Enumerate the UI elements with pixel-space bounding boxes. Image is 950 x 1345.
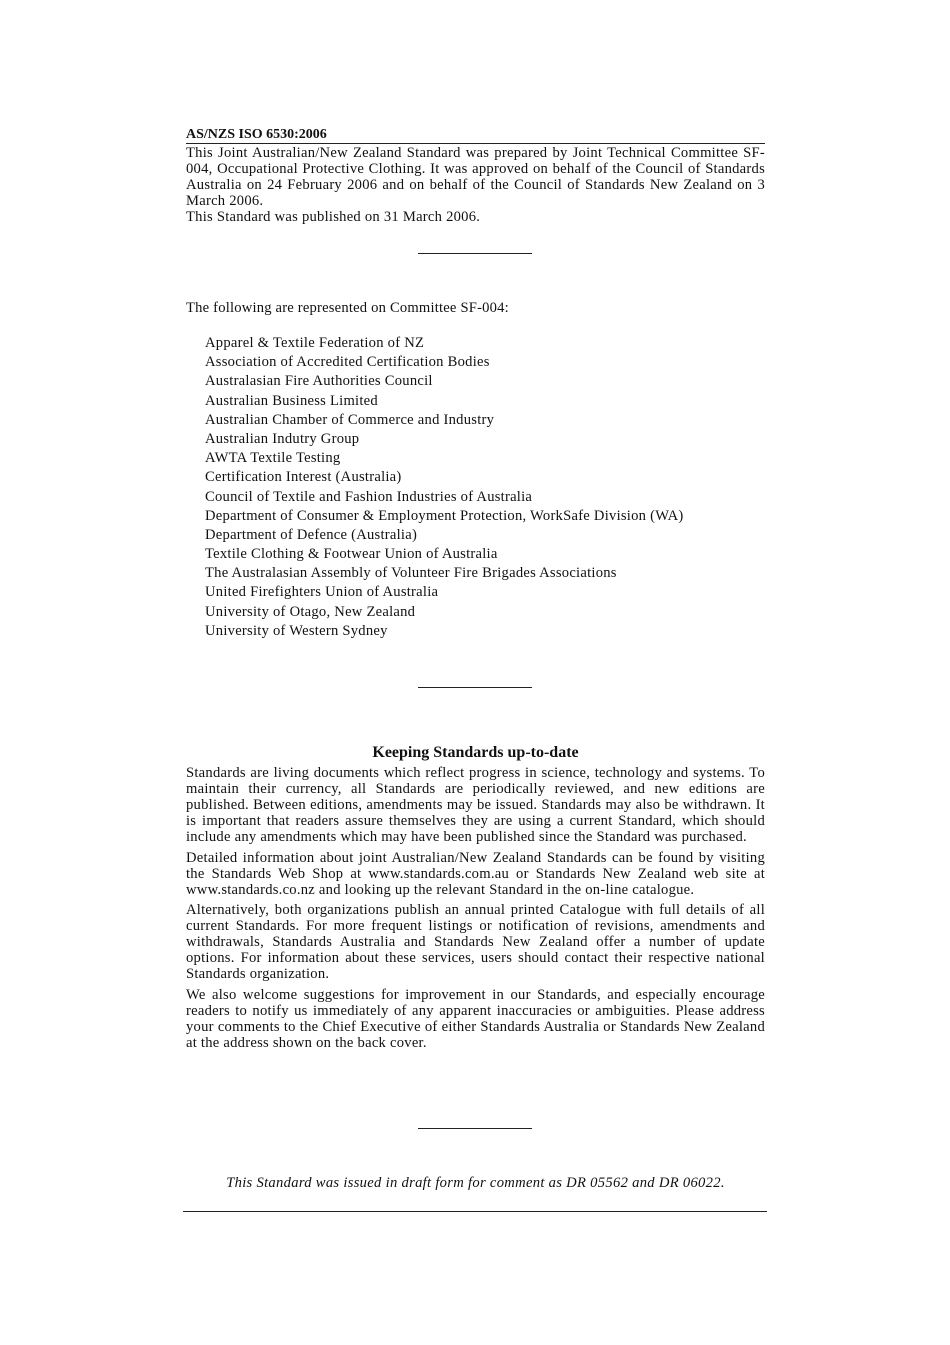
list-item: Association of Accredited Certification Bodies [205, 354, 490, 371]
keeping-up-to-date-heading: Keeping Standards up-to-date [372, 744, 579, 761]
list-item: University of Western Sydney [205, 622, 388, 639]
paragraph: Detailed information about joint Australian/New Zealand Standards can be found by visiting the Standards Web Shop at www.standards.com.au or Standards New Zealand web site at www.standards.co.nz and looking up the relevant Standard in the on-line catalogue. [186, 849, 765, 898]
paragraph: Standards are living documents which reflect progress in science, technology and systems. To maintain their currency, all Standards are periodically reviewed, and new editions are published. Between editions, amendments may be issued. Standards may also be withdrawn. It is important that readers assure themselves they are using a current Standard, which should include any amendments which may have been published since the Standard was purchased. [186, 765, 765, 845]
section-divider [418, 253, 532, 254]
list-item: Australian Indutry Group [205, 430, 360, 447]
list-item: Department of Defence (Australia) [205, 526, 418, 543]
paragraph: We also welcome suggestions for improvement in our Standards, and especially encourage readers to notify us immediately of any apparent inaccuracies or ambiguities. Please address your comments to the Chief Executive of either Standards Australia or Standards New Zealand at the address shown on the back cover. [186, 986, 765, 1051]
section-divider [418, 687, 532, 688]
list-item: AWTA Textile Testing [205, 450, 341, 467]
list-item: Australasian Fire Authorities Council [205, 373, 433, 390]
committee-member-list [205, 335, 684, 642]
list-item: Australian Business Limited [205, 392, 378, 409]
list-item: Council of Textile and Fashion Industries of Australia [205, 488, 533, 505]
paragraph: Alternatively, both organizations publish an annual printed Catalogue with full details of all current Standards. For more frequent listings or notification of revisions, amendments and withdrawals, Standards Australia and Standards New Zealand offer a number of update options. For information about these services, users should contact their respective national Standards organization. [186, 902, 765, 982]
list-item: Australian Chamber of Commerce and Industry [205, 411, 495, 428]
section-divider [418, 1128, 532, 1129]
list-item: Apparel & Textile Federation of NZ [205, 335, 425, 351]
committee-intro: The following are represented on Committee SF-004: [186, 300, 509, 316]
list-item: The Australasian Assembly of Volunteer Fire Brigades Associations [205, 565, 617, 582]
keeping-up-to-date-body [186, 765, 765, 1055]
list-item: Textile Clothing & Footwear Union of Australia [205, 546, 498, 563]
approval-statement: This Joint Australian/New Zealand Standard was prepared by Joint Technical Committee SF-004, Occupational Protective Clothing. It was approved on behalf of the Council of Standards Australia on 24 February 2006 and on behalf of the Council of Standards New Zealand on 3 March 2006. [186, 145, 765, 209]
list-item: Department of Consumer & Employment Protection, WorkSafe Division (WA) [205, 507, 684, 524]
publication-statement: This Standard was published on 31 March 2006. [186, 209, 481, 225]
standard-identifier: AS/NZS ISO 6530:2006 [186, 126, 765, 144]
preface-block [186, 145, 765, 225]
draft-note: This Standard was issued in draft form for comment as DR 05562 and DR 06022. [226, 1175, 725, 1191]
footer-rule [183, 1211, 767, 1212]
list-item: University of Otago, New Zealand [205, 603, 416, 620]
list-item: Certification Interest (Australia) [205, 469, 402, 486]
list-item: United Firefighters Union of Australia [205, 584, 439, 601]
